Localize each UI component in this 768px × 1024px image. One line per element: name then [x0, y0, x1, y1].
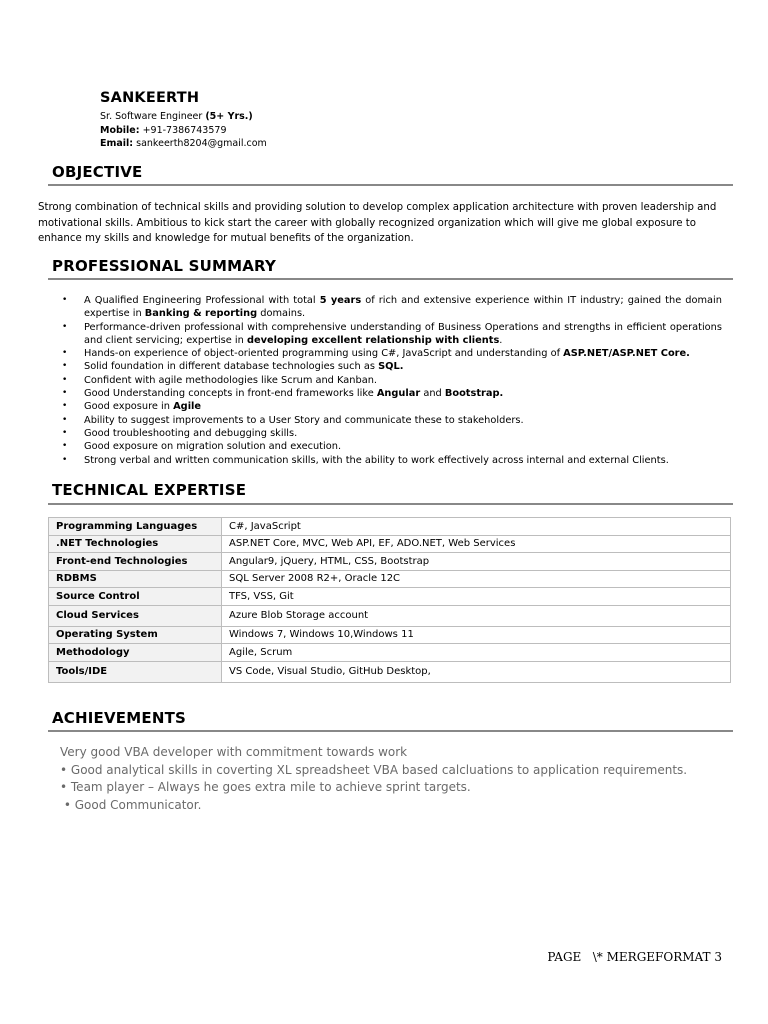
item-text: Performance-driven professional with comprehensive understanding of Business Operations and strengths in efficient operations and client servicing; expertise in	[84, 321, 722, 346]
bullet-mark: •	[62, 427, 68, 438]
bullet-mark: •	[62, 374, 68, 385]
technical-divider	[48, 503, 733, 505]
mobile-number: +91-7386743579	[139, 124, 227, 136]
table-row	[49, 553, 731, 571]
item-bold: 5 years	[319, 295, 362, 306]
item-text: Hands-on experience of object-oriented programming using C#, JavaScript and understanding of	[84, 348, 564, 360]
technical-heading: TECHNICAL EXPERTISE	[52, 481, 247, 499]
table-row	[49, 518, 731, 536]
mobile-line	[100, 124, 267, 138]
table-row	[49, 588, 731, 606]
item-text: Confident with agile methodologies like Scrum and Kanban.	[84, 374, 378, 386]
bullet-mark: •	[62, 441, 68, 452]
skill-category: Methodology	[49, 644, 222, 662]
item-bold: Agile	[173, 401, 202, 413]
table-row	[49, 605, 731, 626]
list-item	[62, 400, 722, 413]
achievements-divider	[48, 730, 733, 732]
list-item	[62, 294, 722, 321]
achievement-line: Very good VBA developer with commitment towards work	[60, 745, 408, 759]
skill-category: Programming Languages	[49, 518, 222, 536]
objective-heading: OBJECTIVE	[52, 163, 143, 181]
email-label: Email:	[100, 138, 134, 149]
item-text: Good Understanding concepts in front-end frameworks like	[84, 388, 377, 400]
skill-values: ASP.NET Core, MVC, Web API, EF, ADO.NET, Web Services	[222, 535, 731, 553]
achievement-line: • Team player – Always he goes extra mile to achieve sprint targets.	[60, 780, 471, 794]
item-bold: developing excellent relationship with clients	[246, 334, 500, 346]
email-line	[100, 137, 267, 151]
list-item	[62, 427, 722, 440]
skill-category: Operating System	[49, 626, 222, 644]
bullet-mark: •	[62, 388, 68, 399]
list-item	[62, 440, 722, 453]
mobile-label: Mobile:	[100, 124, 140, 136]
item-text: .	[499, 334, 503, 346]
table-row	[49, 626, 731, 644]
skill-category: Tools/IDE	[49, 661, 222, 682]
job-title	[100, 110, 267, 124]
achievement-line: • Good analytical skills in coverting XL spreadsheet VBA based calcluations to application requirements.	[60, 762, 688, 777]
item-bold: ASP.NET/ASP.NET Core.	[563, 348, 690, 360]
table-row	[49, 644, 731, 662]
list-item	[62, 360, 722, 373]
skill-values: Angular9, jQuery, HTML, CSS, Bootstrap	[222, 553, 731, 571]
email-address[interactable]: sankeerth8204@gmail.com	[133, 138, 267, 149]
list-item	[62, 347, 722, 360]
list-item	[62, 321, 722, 348]
skill-values: Windows 7, Windows 10,Windows 11	[222, 626, 731, 644]
bullet-mark: •	[62, 454, 68, 465]
bullet-mark: •	[62, 401, 68, 412]
item-bold: Bootstrap.	[444, 388, 504, 400]
skill-values: Agile, Scrum	[222, 644, 731, 662]
bullet-mark: •	[62, 348, 68, 359]
item-text: and	[420, 388, 445, 400]
bullet-mark: •	[62, 361, 68, 372]
item-bold: Angular	[376, 388, 421, 400]
skill-values: VS Code, Visual Studio, GitHub Desktop,	[222, 661, 731, 682]
item-text: A Qualified Engineering Professional with total	[84, 295, 320, 306]
summary-heading: PROFESSIONAL SUMMARY	[52, 257, 277, 275]
skill-values: Azure Blob Storage account	[222, 605, 731, 626]
skills-table	[48, 517, 731, 683]
skill-category: Front-end Technologies	[49, 553, 222, 571]
skill-category: .NET Technologies	[49, 535, 222, 553]
summary-list	[62, 294, 722, 467]
item-text: Good troubleshooting and debugging skills.	[84, 427, 298, 439]
job-experience: (5+ Yrs.)	[205, 111, 253, 122]
table-row	[49, 661, 731, 682]
summary-divider	[48, 278, 733, 280]
item-text: Strong verbal and written communication skills, with the ability to work effectively across internal and external Clients.	[84, 454, 669, 466]
table-row	[49, 570, 731, 588]
item-text: Good exposure in	[84, 401, 174, 413]
skill-category: Cloud Services	[49, 605, 222, 626]
item-text: Ability to suggest improvements to a User Story and communicate these to stakeholders.	[84, 414, 524, 426]
job-role: Sr. Software Engineer	[100, 111, 206, 122]
list-item	[62, 454, 722, 467]
item-text: Solid foundation in different database technologies such as	[84, 361, 379, 373]
achievements-list	[60, 744, 687, 814]
objective-text: Strong combination of technical skills and providing solution to develop complex application architecture with proven leadership and motivational skills. Ambitious to kick start the career with globally recognized organization which will give me global exposure to enhance my skills and knowledge for mutual benefits of the organization.	[38, 202, 717, 244]
list-item	[62, 374, 722, 387]
achievement-line: • Good Communicator.	[60, 797, 202, 812]
skill-values: SQL Server 2008 R2+, Oracle 12C	[222, 570, 731, 588]
skill-values: C#, JavaScript	[222, 518, 731, 536]
skill-category: Source Control	[49, 588, 222, 606]
objective-divider	[48, 184, 733, 186]
candidate-name: SANKEERTH	[100, 90, 200, 106]
list-item	[62, 414, 722, 427]
achievements-heading: ACHIEVEMENTS	[52, 709, 187, 727]
bullet-mark: •	[62, 414, 68, 425]
item-text: of rich and extensive experience within IT industry; gained the domain expertise in	[84, 295, 722, 320]
bullet-mark: •	[62, 321, 68, 332]
page-footer: PAGE \* MERGEFORMAT 3	[547, 950, 722, 964]
skill-values: TFS, VSS, Git	[222, 588, 731, 606]
resume-header	[100, 90, 267, 151]
item-text: Good exposure on migration solution and execution.	[84, 441, 342, 453]
item-bold: SQL.	[378, 361, 404, 373]
bullet-mark: •	[62, 295, 68, 305]
item-text: domains.	[257, 308, 306, 320]
list-item	[62, 387, 722, 400]
table-row	[49, 535, 731, 553]
skill-category: RDBMS	[49, 570, 222, 588]
item-bold: Banking & reporting	[144, 308, 258, 320]
